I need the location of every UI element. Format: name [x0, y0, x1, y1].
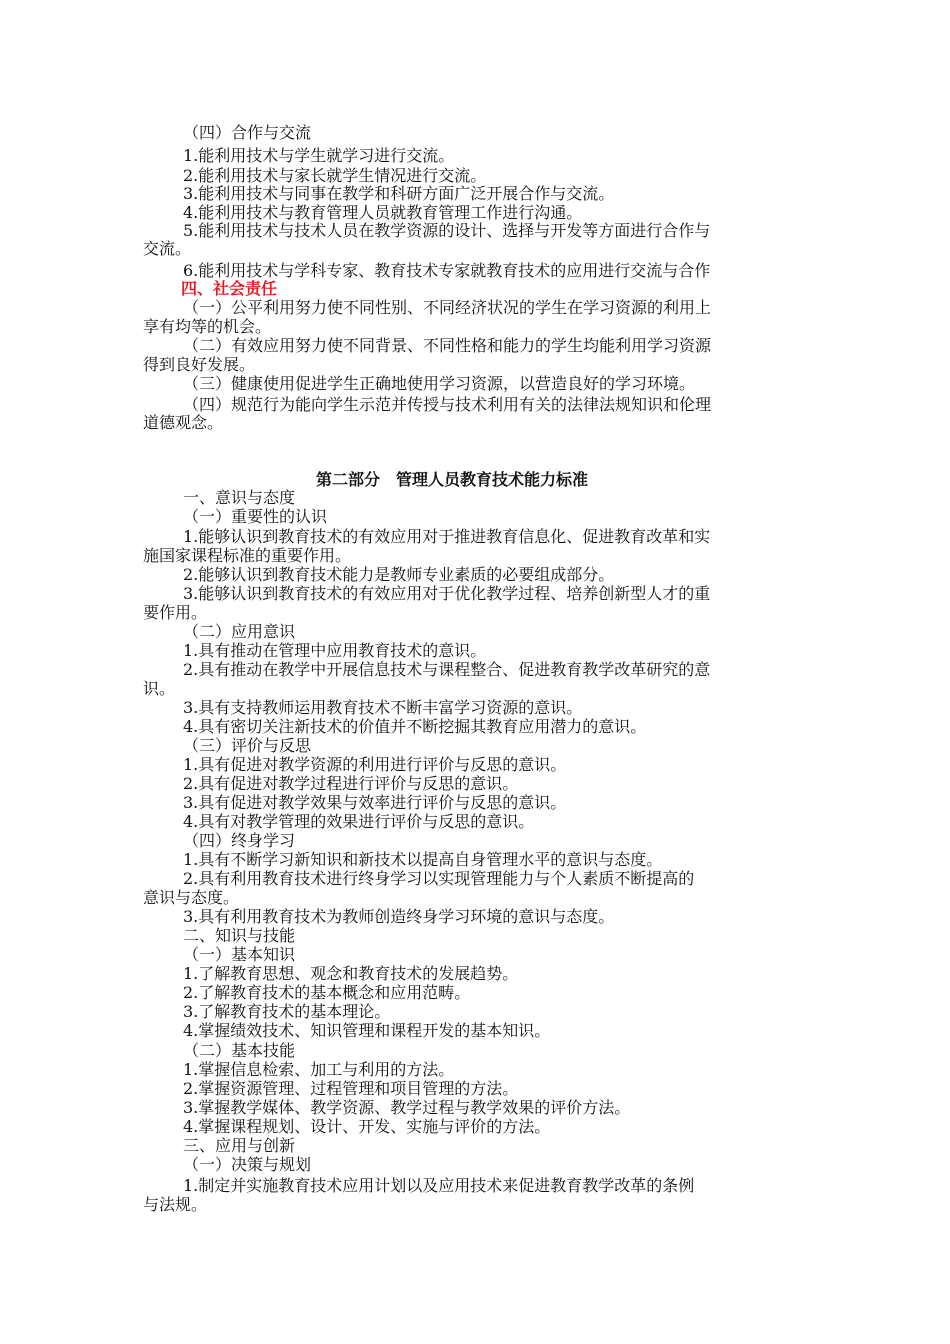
subsection-heading: （四）终身学习 [183, 831, 296, 850]
list-item: 1.具有推动在管理中应用教育技术的意识。 [183, 641, 487, 660]
subsection-heading: （四）合作与交流 [183, 123, 312, 142]
list-item: 6.能利用技术与学科专家、教育技术专家就教育技术的应用进行交流与合作 [183, 261, 711, 280]
list-item: 1.了解教育思想、观念和教育技术的发展趋势。 [183, 964, 519, 983]
paragraph: （四）规范行为能向学生示范并传授与技术利用有关的法律法规知识和伦理 [183, 395, 712, 414]
subsection-heading: （一）决策与规划 [183, 1155, 312, 1174]
section-heading: 三、应用与创新 [183, 1136, 296, 1155]
list-item: 3.具有支持教师运用教育技术不断丰富学习资源的意识。 [183, 698, 583, 717]
list-item: 4.具有密切关注新技术的价值并不断挖掘其教育应用潜力的意识。 [183, 717, 647, 736]
list-item-continuation: 与法规。 [143, 1195, 208, 1214]
subsection-heading: （三）评价与反思 [183, 736, 312, 755]
subsection-heading: （一）重要性的认识 [183, 507, 328, 526]
list-item: 4.能利用技术与教育管理人员就教育管理工作进行沟通。 [183, 203, 583, 222]
list-item-continuation: 要作用。 [143, 603, 208, 622]
list-item: 2.具有利用教育技术进行终身学习以实现管理能力与个人素质不断提高的 [183, 869, 695, 888]
list-item: 1.能利用技术与学生就学习进行交流。 [183, 146, 455, 165]
paragraph: （二）有效应用努力使不同背景、不同性格和能力的学生均能利用学习资源 [183, 336, 712, 355]
list-item: 3.能够认识到教育技术的有效应用对于优化教学过程、培养创新型人才的重 [183, 584, 711, 603]
list-item: 1.制定并实施教育技术应用计划以及应用技术来促进教育教学改革的条例 [183, 1176, 695, 1195]
subsection-heading: （一）基本知识 [183, 945, 296, 964]
section-heading: 一、意识与态度 [183, 488, 296, 507]
list-item: 2.掌握资源管理、过程管理和项目管理的方法。 [183, 1079, 519, 1098]
list-item: 2.具有推动在教学中开展信息技术与课程整合、促进教育教学改革研究的意 [183, 660, 711, 679]
list-item: 4.具有对教学管理的效果进行评价与反思的意识。 [183, 812, 535, 831]
list-item-continuation: 识。 [143, 679, 176, 698]
list-item: 2.具有促进对教学过程进行评价与反思的意识。 [183, 774, 519, 793]
list-item: 3.具有促进对教学效果与效率进行评价与反思的意识。 [183, 793, 567, 812]
list-item: 1.掌握信息检索、加工与利用的方法。 [183, 1060, 455, 1079]
list-item-continuation: 交流。 [143, 239, 192, 258]
section-heading: 四、社会责任 [181, 279, 278, 298]
list-item: 1.能够认识到教育技术的有效应用对于推进教育信息化、促进教育改革和实 [183, 527, 711, 546]
paragraph-continuation: 得到良好发展。 [143, 355, 256, 374]
paragraph: （一）公平利用努力使不同性别、不同经济状况的学生在学习资源的利用上 [183, 298, 712, 317]
subsection-heading: （二）基本技能 [183, 1041, 296, 1060]
list-item: 2.能够认识到教育技术能力是教师专业素质的必要组成部分。 [183, 565, 615, 584]
list-item: 5.能利用技术与技术人员在教学资源的设计、选择与开发等方面进行合作与 [183, 221, 711, 240]
list-item: 4.掌握课程规划、设计、开发、实施与评价的方法。 [183, 1117, 551, 1136]
list-item: 4.掌握绩效技术、知识管理和课程开发的基本知识。 [183, 1021, 551, 1040]
list-item: 1.具有促进对教学资源的利用进行评价与反思的意识。 [183, 755, 567, 774]
list-item: 3.了解教育技术的基本理论。 [183, 1002, 391, 1021]
list-item: 2.能利用技术与家长就学生情况进行交流。 [183, 166, 487, 185]
list-item-continuation: 施国家课程标准的重要作用。 [143, 546, 352, 565]
subsection-heading: （二）应用意识 [183, 622, 296, 641]
part-title: 第二部分 管理人员教育技术能力标准 [316, 470, 589, 489]
section-heading: 二、知识与技能 [183, 926, 296, 945]
list-item: 2.了解教育技术的基本概念和应用范畴。 [183, 983, 471, 1002]
paragraph: （三）健康使用促进学生正确地使用学习资源，以营造良好的学习环境。 [183, 374, 696, 393]
list-item-continuation: 意识与态度。 [143, 888, 240, 907]
list-item: 1.具有不断学习新知识和新技术以提高自身管理水平的意识与态度。 [183, 850, 663, 869]
list-item: 3.掌握教学媒体、教学资源、教学过程与教学效果的评价方法。 [183, 1098, 631, 1117]
paragraph-continuation: 道德观念。 [143, 413, 224, 432]
list-item: 3.具有利用教育技术为教师创造终身学习环境的意识与态度。 [183, 907, 615, 926]
list-item: 3.能利用技术与同事在教学和科研方面广泛开展合作与交流。 [183, 184, 615, 203]
paragraph-continuation: 享有均等的机会。 [143, 317, 272, 336]
